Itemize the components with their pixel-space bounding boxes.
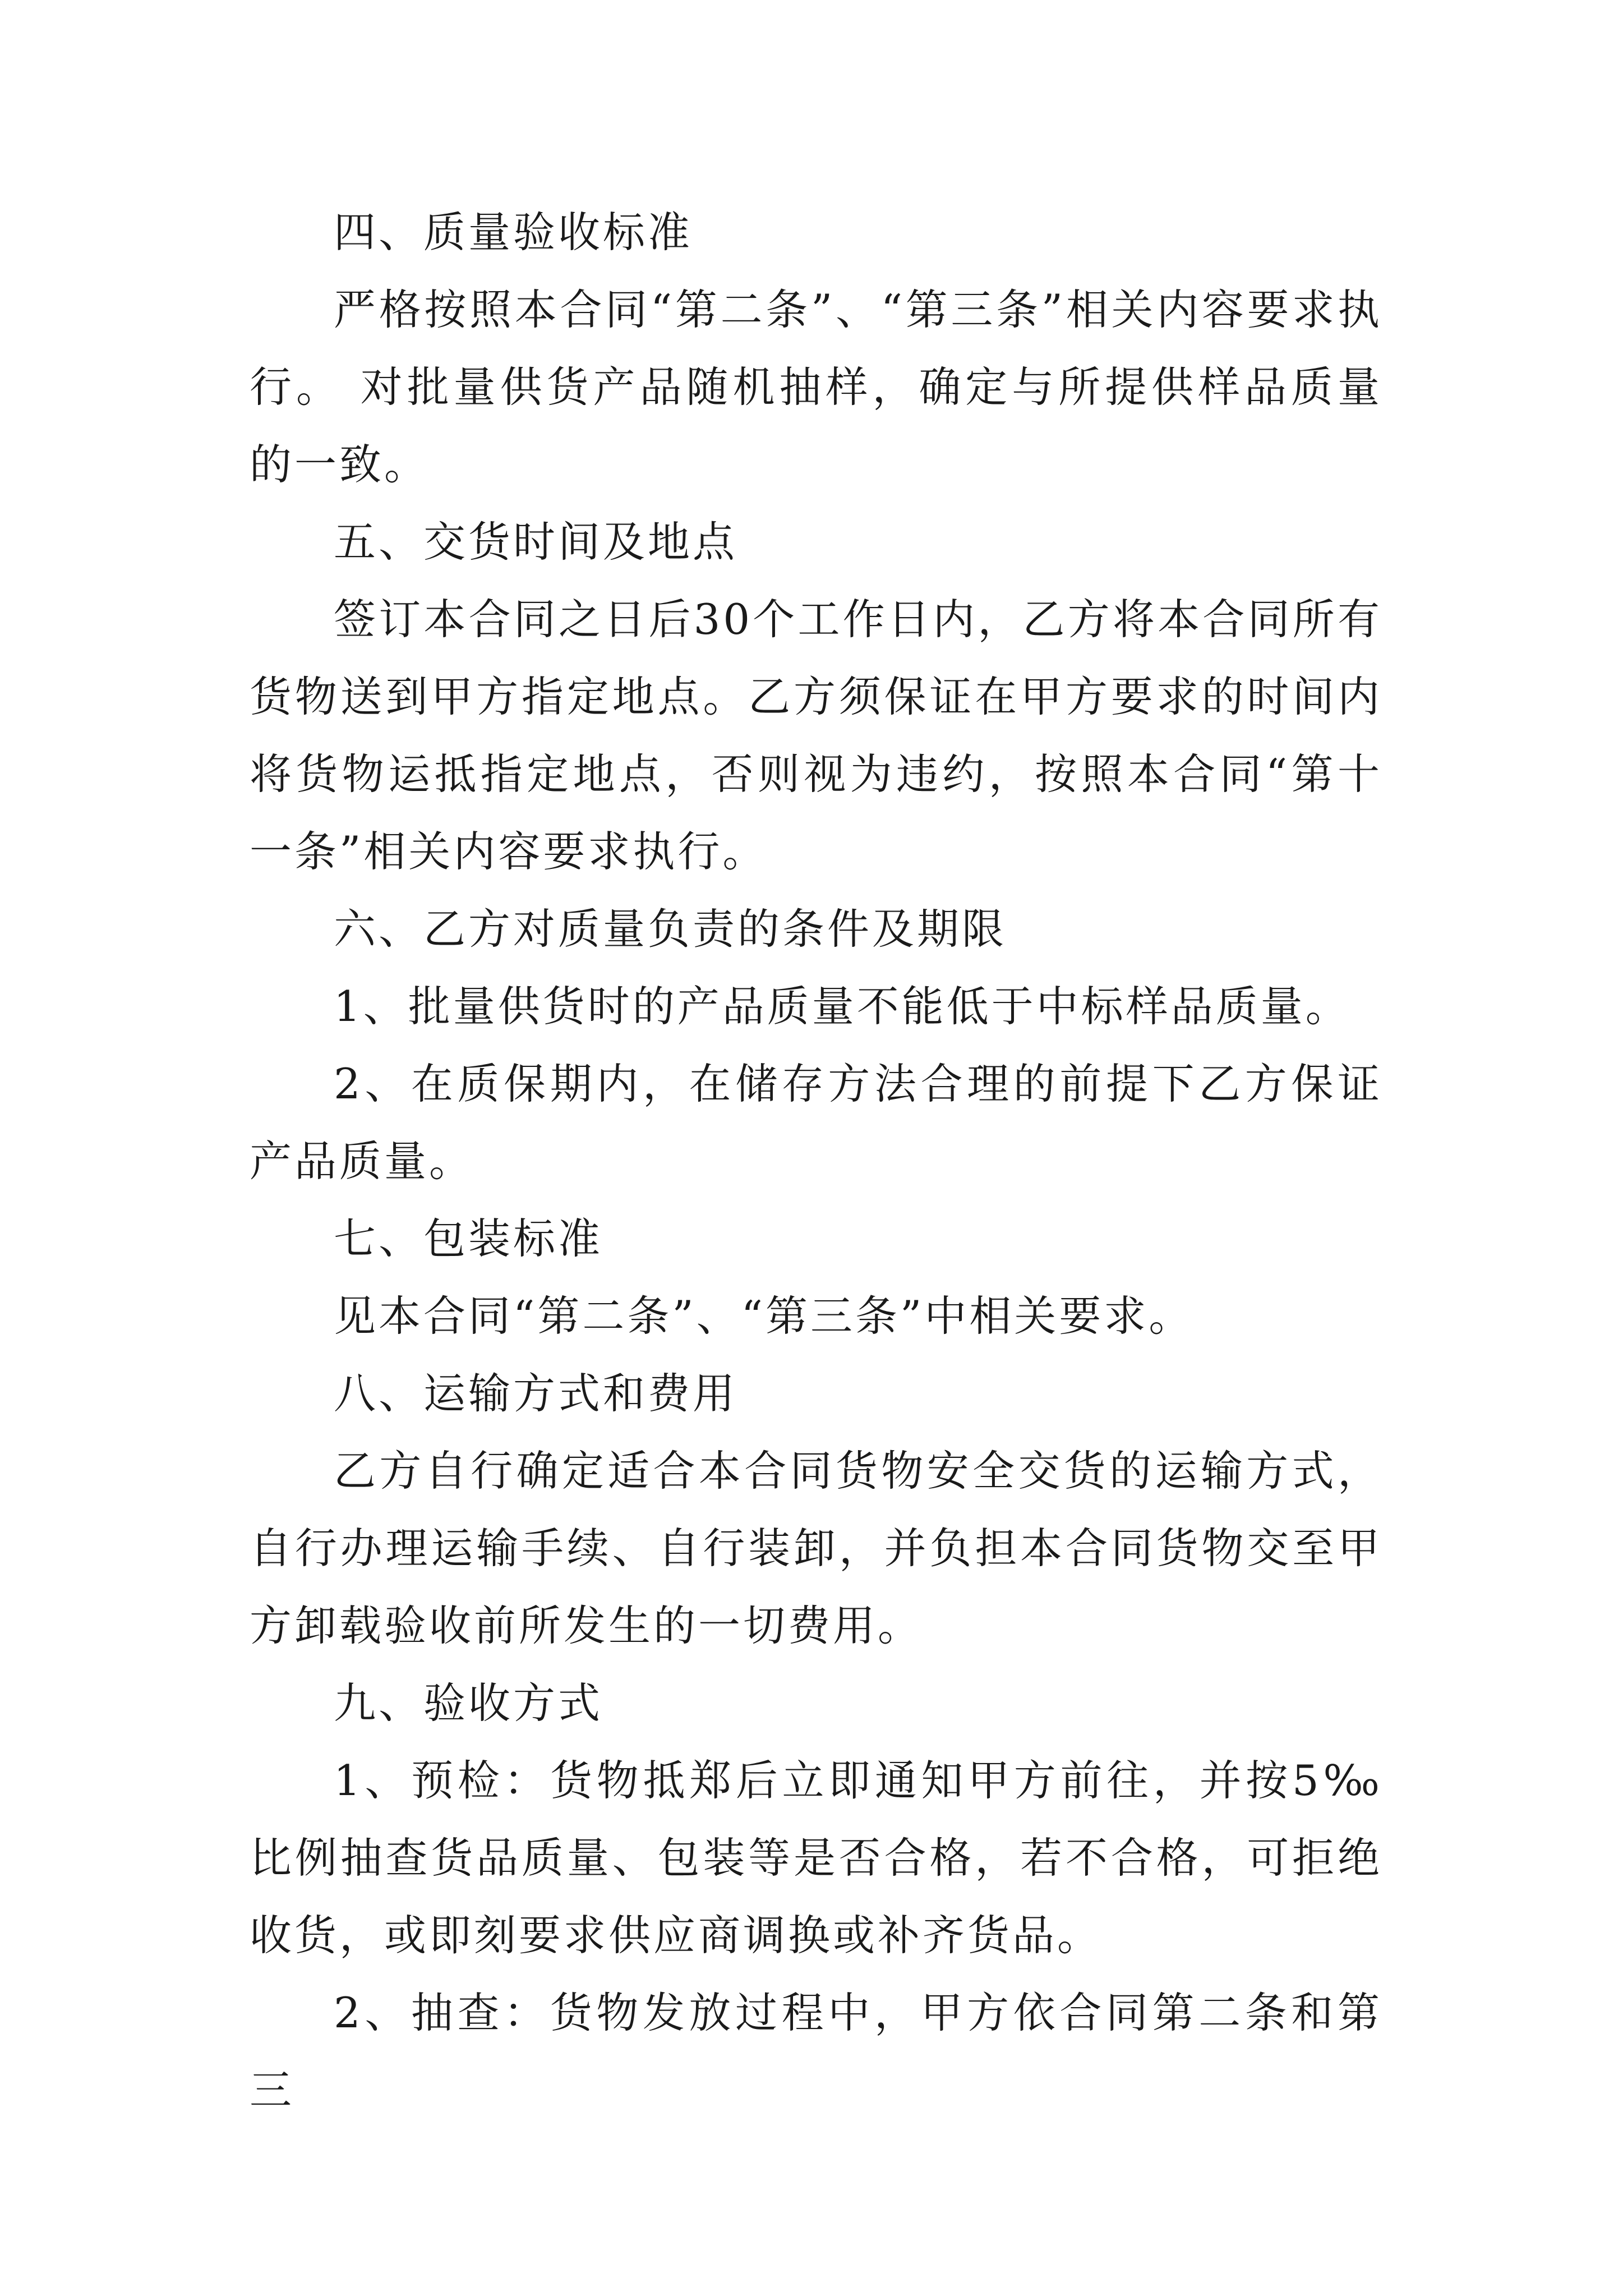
paragraph-acceptance-2: 2、抽查：货物发放过程中，甲方依合同第二条和第三 [250, 1988, 1382, 2115]
paragraph-acceptance-1: 1、预检：货物抵郑后立即通知甲方前往，并按5‰比例抽查货品质量、包装等是否合格，若不合格，可拒绝收货，或即刻要求供应商调换或补齐货品。 [250, 1756, 1382, 1960]
document-body [250, 194, 1382, 2129]
section-heading-quality-standard: 四、质量验收标准 [334, 208, 693, 257]
paragraph-quality-responsibility-1: 1、批量供货时的产品质量不能低于中标样品质量。 [334, 982, 1350, 1031]
section-heading-quality-responsibility: 六、乙方对质量负责的条件及期限 [334, 904, 1007, 954]
paragraph-transport: 乙方自行确定适合本合同货物安全交货的运输方式，自行办理运输手续、自行装卸，并负担本合同货物交至甲方卸载验收前所发生的一切费用。 [250, 1446, 1382, 1650]
section-heading-transport: 八、运输方式和费用 [334, 1369, 738, 1418]
paragraph-delivery-time-place: 签订本合同之日后30个工作日内，乙方将本合同所有货物送到甲方指定地点。乙方须保证在甲方要求的时间内将货物运抵指定地点，否则视为违约，按照本合同“第十一条”相关内容要求执行。 [250, 595, 1382, 876]
section-heading-delivery-time-place: 五、交货时间及地点 [334, 517, 738, 567]
paragraph-quality-responsibility-2: 2、在质保期内，在储存方法合理的前提下乙方保证产品质量。 [250, 1059, 1382, 1186]
section-heading-packaging-standard: 七、包装标准 [334, 1214, 603, 1263]
section-heading-acceptance: 九、验收方式 [334, 1678, 603, 1728]
paragraph-quality-standard: 严格按照本合同“第二条”、“第三条”相关内容要求执行。 对批量供货产品随机抽样，确定与所提供样品质量的一致。 [250, 285, 1382, 489]
paragraph-packaging-standard: 见本合同“第二条”、“第三条”中相关要求。 [334, 1291, 1194, 1341]
